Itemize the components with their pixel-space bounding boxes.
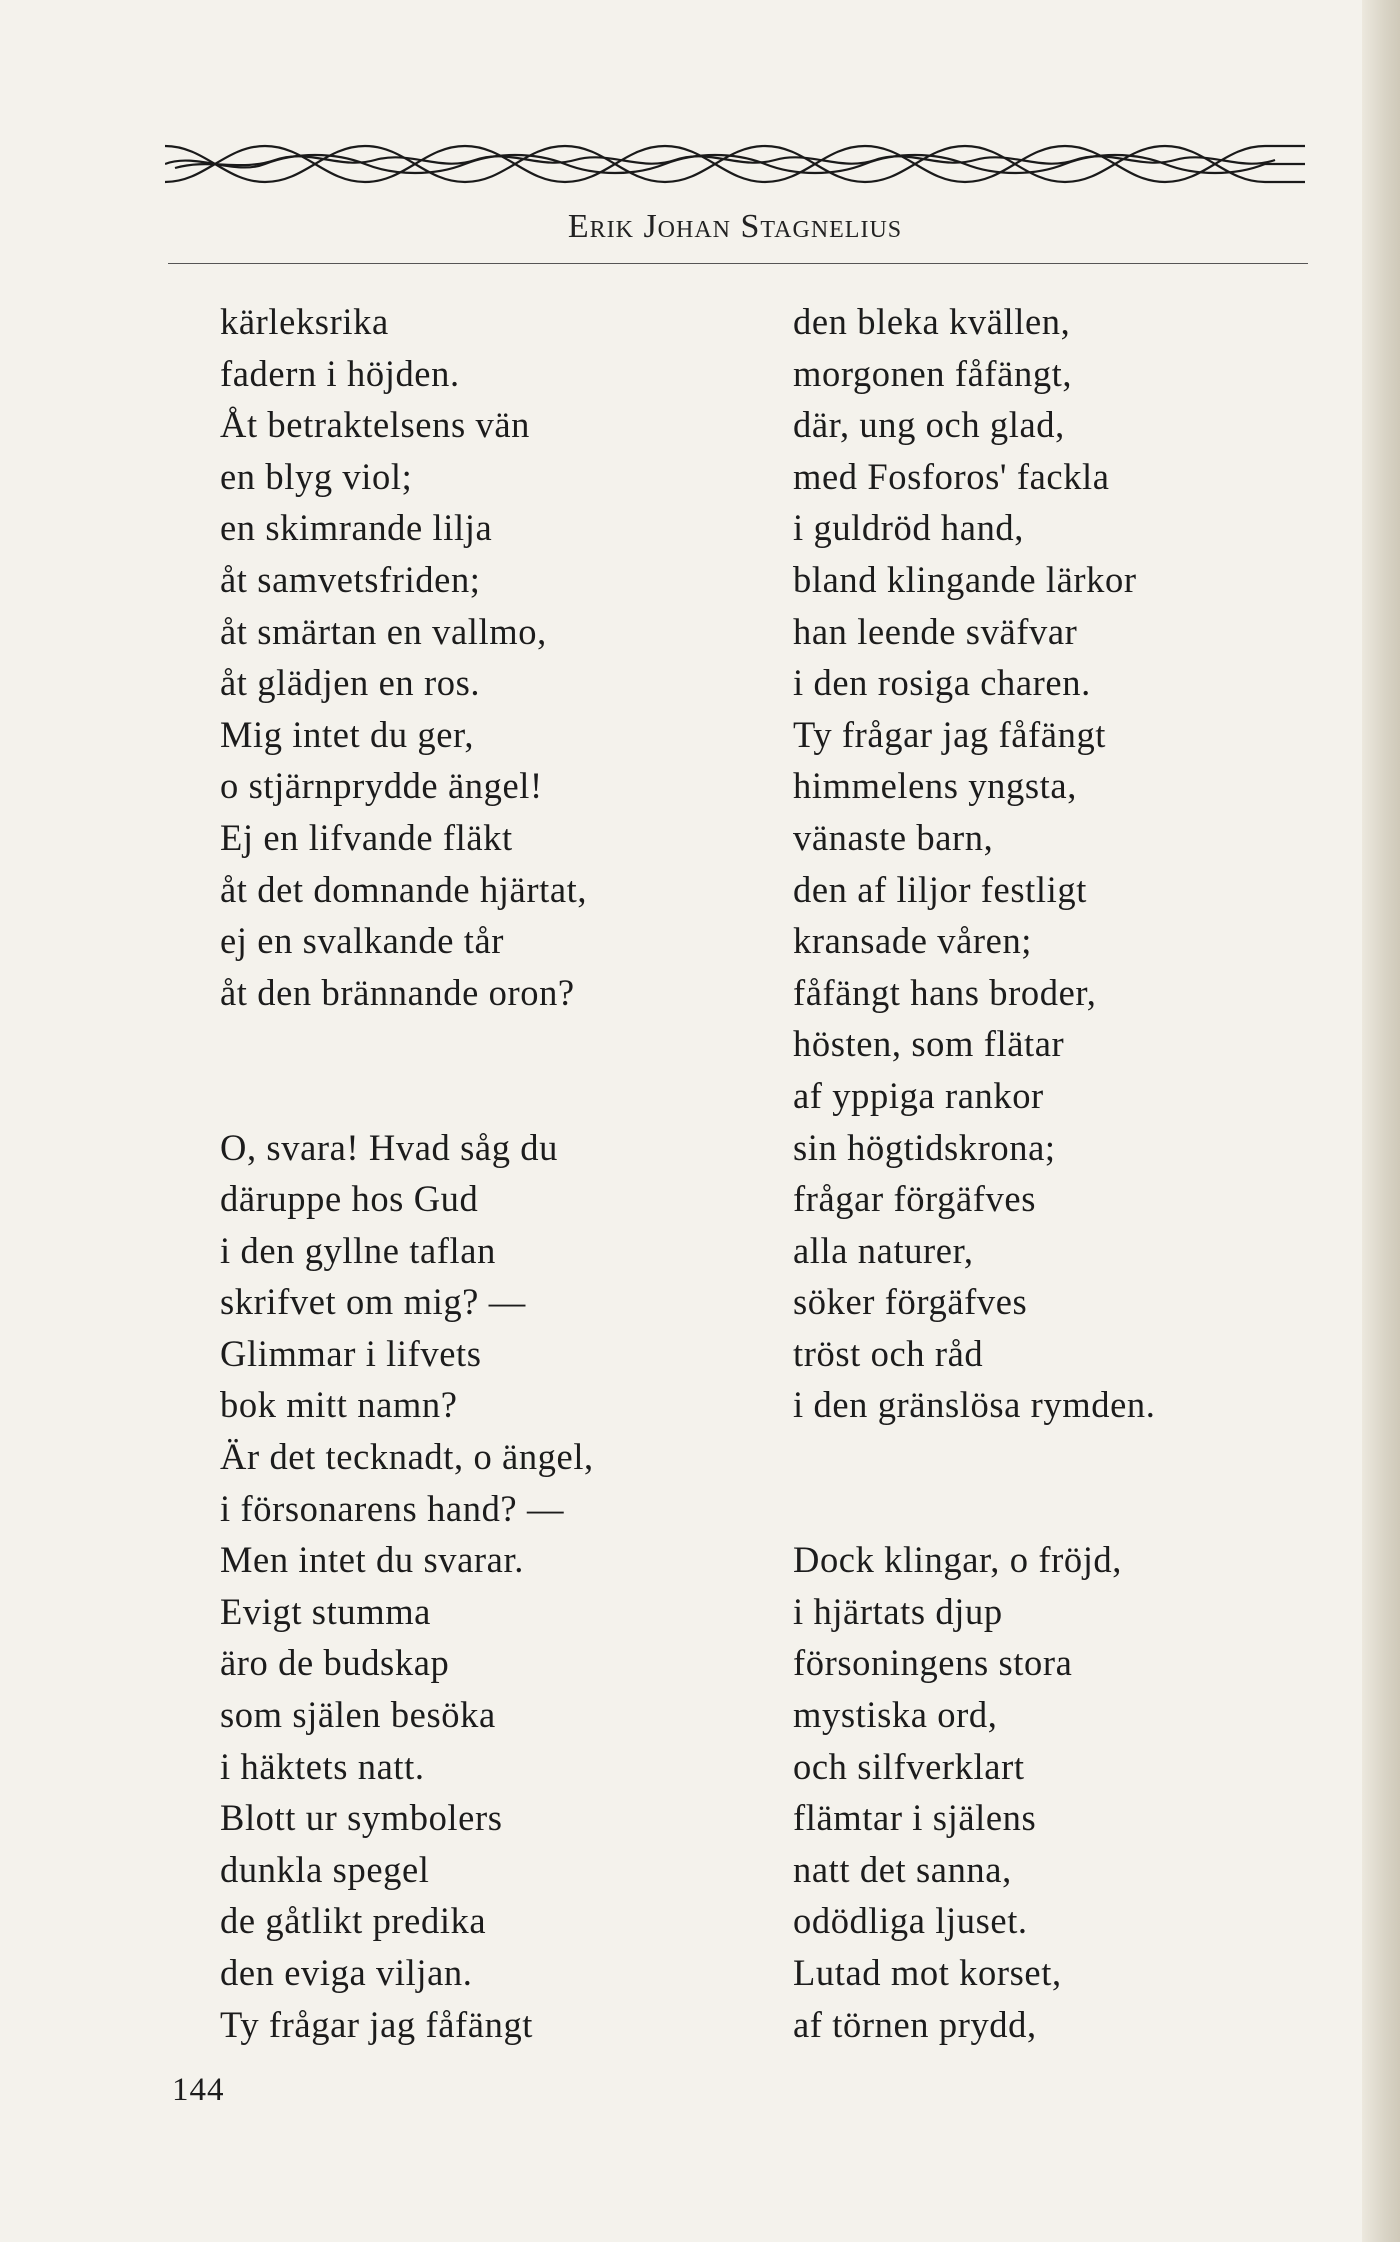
verse-line: de gåtlikt predika	[220, 1900, 487, 1942]
verse-line: Ej en lifvande fläkt	[220, 816, 513, 858]
braided-knot-border-icon	[165, 138, 1305, 190]
verse-line: kärleksrika	[220, 301, 389, 342]
verse-line: som själen besöka	[220, 1694, 496, 1736]
verse-line: dunkla spegel	[220, 1848, 430, 1890]
verse-line: söker förgäfves	[793, 1281, 1028, 1323]
verse-line: i försonarens hand? —	[220, 1487, 565, 1529]
verse-line: där, ung och glad,	[793, 404, 1065, 446]
verse-line: han leende sväfvar	[793, 610, 1078, 652]
verse-line: af yppiga rankor	[793, 1074, 1044, 1116]
verse-line: himmelens yngsta,	[793, 765, 1077, 807]
verse-line: sin högtidskrona;	[793, 1126, 1056, 1168]
verse-line: i häktets natt.	[220, 1745, 425, 1787]
verse-line: Dock klingar, o fröjd,	[793, 1539, 1123, 1581]
verse-line: bok mitt namn?	[220, 1384, 458, 1426]
verse-line: flämtar i själens	[793, 1797, 1037, 1839]
verse-line: skrifvet om mig? —	[220, 1281, 526, 1323]
verse-line: i guldröd hand,	[793, 507, 1025, 549]
running-head	[0, 208, 1400, 246]
verse-line: Glimmar i lifvets	[220, 1332, 482, 1374]
left-column	[220, 296, 740, 2050]
running-head-text: Erik Johan Stagnelius	[567, 208, 903, 245]
verse-line: natt det sanna,	[793, 1848, 1012, 1890]
verse-line: ej en svalkande tår	[220, 920, 505, 962]
verse-line: morgonen fåfängt,	[793, 352, 1073, 394]
verse-line: den af liljor festligt	[793, 868, 1087, 910]
verse-line: åt smärtan en vallmo,	[220, 610, 547, 652]
page-edge-shadow	[1362, 0, 1400, 2242]
verse-line: försoningens stora	[793, 1642, 1073, 1684]
verse-line: i den gränslösa rymden.	[793, 1384, 1156, 1426]
verse-line: i den gyllne taflan	[220, 1229, 496, 1271]
verse-line: åt glädjen en ros.	[220, 662, 481, 704]
verse-line: fåfängt hans broder,	[793, 971, 1097, 1013]
verse-line: vänaste barn,	[793, 816, 994, 858]
header-rule	[168, 263, 1308, 264]
verse-line: fadern i höjden.	[220, 352, 460, 394]
verse-line: mystiska ord,	[793, 1694, 998, 1736]
verse-line: kransade våren;	[793, 920, 1033, 962]
verse-line: frågar förgäfves	[793, 1178, 1037, 1220]
verse-line: Mig intet du ger,	[220, 713, 475, 755]
verse-line: åt den brännande oron?	[220, 971, 575, 1013]
verse-line: med Fosforos' fackla	[793, 455, 1110, 497]
verse-line: den bleka kvällen,	[793, 301, 1071, 342]
page-number: 144	[172, 2072, 225, 2108]
verse-line: i hjärtats djup	[793, 1590, 1003, 1632]
verse-line: tröst och råd	[793, 1332, 984, 1374]
verse-line: Är det tecknadt, o ängel,	[220, 1436, 594, 1478]
verse-line: Ty frågar jag fåfängt	[793, 713, 1107, 755]
verse-line: af törnen prydd,	[793, 2003, 1037, 2045]
verse-line: den eviga viljan.	[220, 1952, 473, 1993]
stanza-break	[793, 1431, 1293, 1534]
right-column	[793, 296, 1293, 2050]
verse-line: åt det domnande hjärtat,	[220, 868, 588, 910]
verse-line: hösten, som flätar	[793, 1023, 1065, 1065]
verse-line: Blott ur symbolers	[220, 1797, 503, 1839]
verse-line: o stjärnprydde ängel!	[220, 765, 543, 807]
verse-line: och silfverklart	[793, 1745, 1025, 1787]
verse-line: Ty frågar jag fåfängt	[220, 2003, 534, 2045]
verse-line: odödliga ljuset.	[793, 1900, 1028, 1942]
stanza-break	[220, 1018, 740, 1121]
verse-line: bland klingande lärkor	[793, 558, 1137, 600]
verse-line: en skimrande lilja	[220, 507, 493, 549]
verse-line: äro de budskap	[220, 1642, 450, 1684]
verse-line: i den rosiga charen.	[793, 662, 1091, 704]
verse-line: Evigt stumma	[220, 1590, 431, 1632]
verse-line: åt samvetsfriden;	[220, 558, 481, 600]
verse-line: en blyg viol;	[220, 455, 413, 497]
verse-line: O, svara! Hvad såg du	[220, 1126, 558, 1168]
verse-line: alla naturer,	[793, 1229, 974, 1271]
verse-line: Men intet du svarar.	[220, 1539, 524, 1581]
verse-line: Lutad mot korset,	[793, 1952, 1062, 1993]
verse-line: däruppe hos Gud	[220, 1178, 479, 1220]
verse-line: Åt betraktelsens vän	[220, 404, 530, 446]
